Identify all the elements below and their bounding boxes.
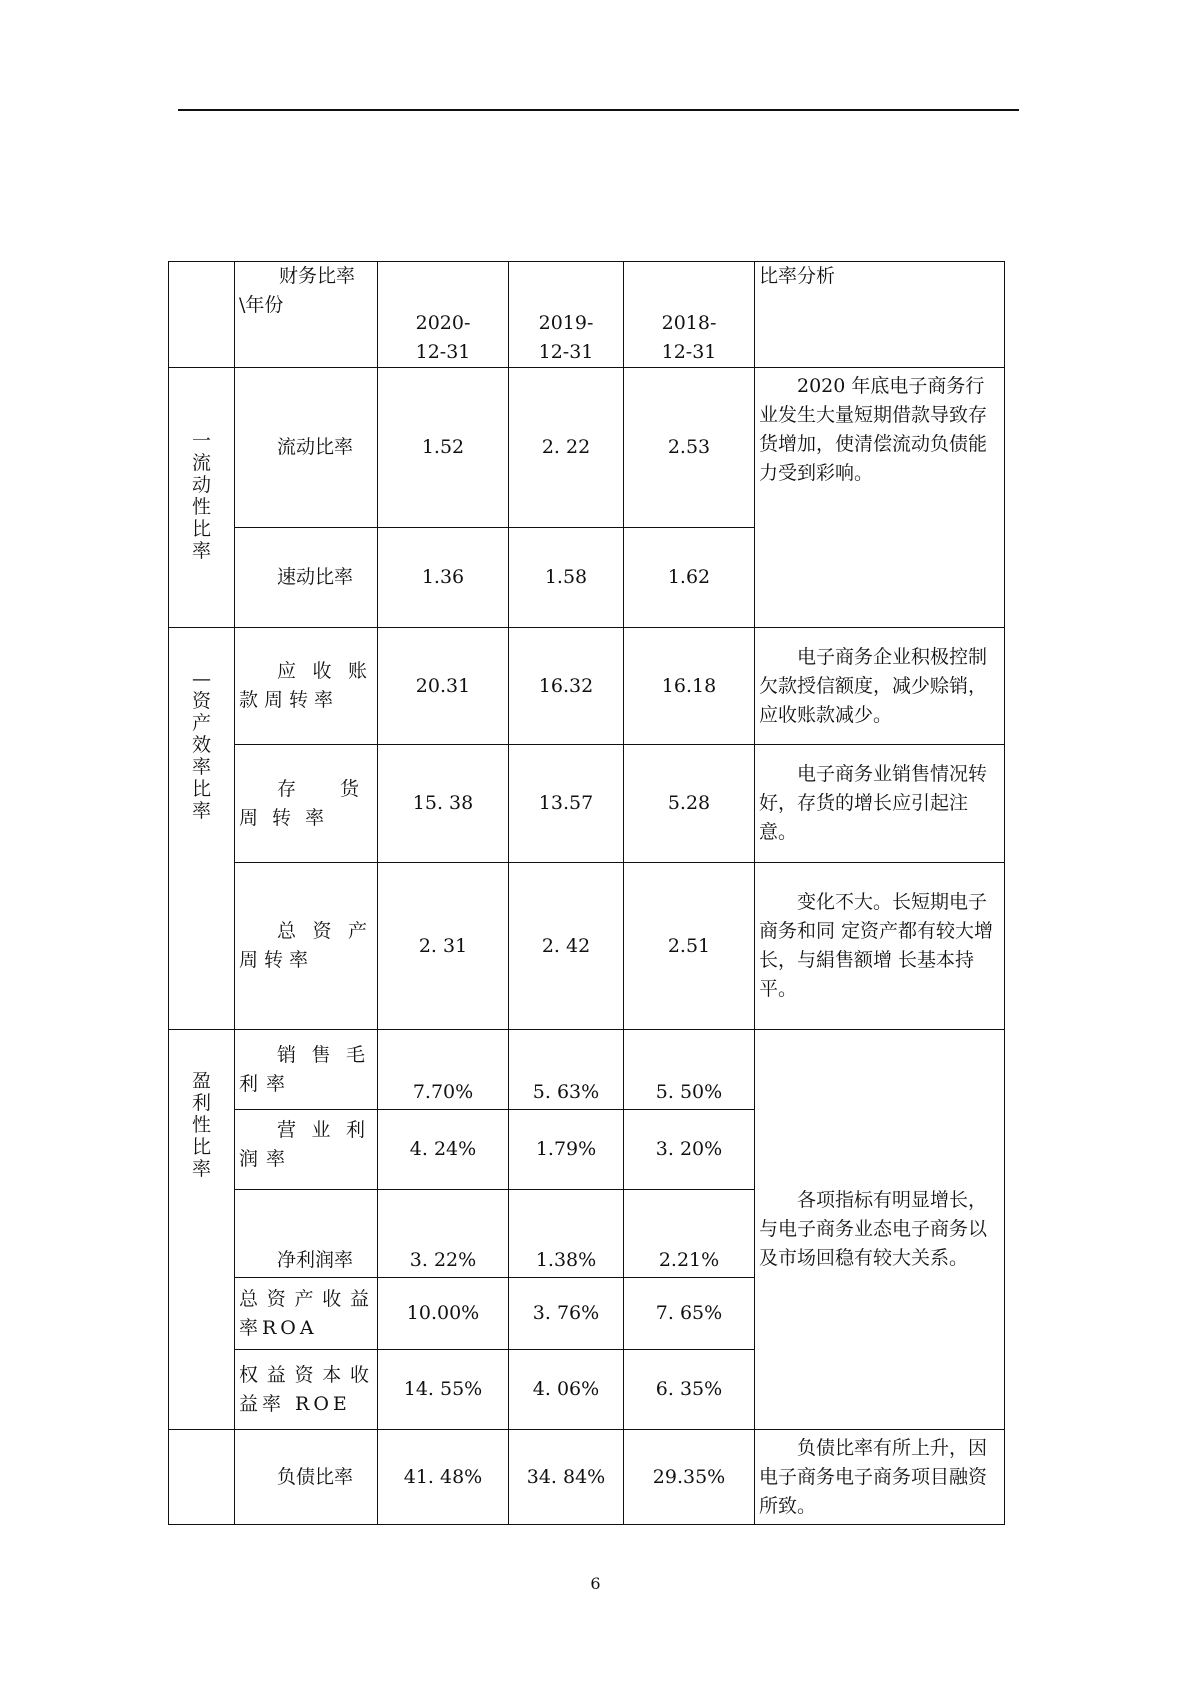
table-row xyxy=(169,745,1005,863)
ratio-name: 营业利润率 xyxy=(235,1110,378,1190)
category-liquidity-text: 一流动性比率 xyxy=(191,429,211,562)
value-2019: 1.58 xyxy=(509,528,624,628)
table-row xyxy=(169,1030,1005,1110)
ratio-name: 速动比率 xyxy=(235,528,378,628)
ratio-name: 总资产收益率ROA xyxy=(235,1278,378,1350)
category-profitability-text: 盈利性比率 xyxy=(191,1070,211,1180)
header-rule xyxy=(178,109,1019,111)
value-2019: 13.57 xyxy=(509,745,624,863)
value-2019: 1.38% xyxy=(509,1190,624,1278)
category-leverage xyxy=(169,1430,235,1525)
value-2018: 2.53 xyxy=(624,368,755,528)
ratio-name: 净利润率 xyxy=(235,1190,378,1278)
value-2018: 2.51 xyxy=(624,863,755,1030)
value-2020: 41. 48% xyxy=(378,1430,509,1525)
ratio-name: 总资产周转率 xyxy=(235,863,378,1030)
value-2020: 1.52 xyxy=(378,368,509,528)
header-2018-line2: 12-31 xyxy=(661,341,717,363)
value-2018: 5. 50% xyxy=(624,1030,755,1110)
value-2020: 15. 38 xyxy=(378,745,509,863)
header-2019-line2: 12-31 xyxy=(538,341,594,363)
value-2019: 3. 76% xyxy=(509,1278,624,1350)
ratio-name: 流动比率 xyxy=(235,368,378,528)
value-2019: 5. 63% xyxy=(509,1030,624,1110)
value-2018: 3. 20% xyxy=(624,1110,755,1190)
analysis-receivables: 电子商务企业积极控制欠款授信额度，减少赊销，应收账款减少。 xyxy=(755,628,1005,745)
ratio-name: 权益资本收益率 ROE xyxy=(235,1350,378,1430)
value-2018: 2.21% xyxy=(624,1190,755,1278)
table-row xyxy=(169,368,1005,528)
ratio-name: 销售毛利率 xyxy=(235,1030,378,1110)
value-2018: 16.18 xyxy=(624,628,755,745)
header-blank-cell xyxy=(169,262,235,368)
value-2018: 5.28 xyxy=(624,745,755,863)
value-2020: 7.70% xyxy=(378,1030,509,1110)
analysis-inventory: 电子商务业销售情况转好，存货的增长应引起注意。 xyxy=(755,745,1005,863)
header-ratio-year-text: 财务比率\年份 xyxy=(239,265,356,316)
analysis-total-assets: 变化不大。长短期电子商务和同 定资产都有较大增长，与絹售额增 长基本持平。 xyxy=(755,863,1005,1030)
value-2020: 2. 31 xyxy=(378,863,509,1030)
table-row xyxy=(169,863,1005,1030)
analysis-profitability: 各项指标有明显增长，与电子商务业态电子商务以及市场回稳有较大关系。 xyxy=(755,1030,1005,1430)
value-2018: 6. 35% xyxy=(624,1350,755,1430)
category-efficiency xyxy=(169,628,235,1030)
value-2020: 14. 55% xyxy=(378,1350,509,1430)
analysis-liquidity: 2020 年底电子商务行业发生大量短期借款导致存货增加，使清偿流动负债能力受到彩响。 xyxy=(755,368,1005,628)
ratio-name: 存货周转率 xyxy=(235,745,378,863)
header-2020 xyxy=(378,262,509,368)
table-row xyxy=(169,1430,1005,1525)
header-2019 xyxy=(509,262,624,368)
value-2019: 2. 42 xyxy=(509,863,624,1030)
ratio-name: 应收账款周转率 xyxy=(235,628,378,745)
value-2018: 29.35% xyxy=(624,1430,755,1525)
value-2018: 7. 65% xyxy=(624,1278,755,1350)
value-2019: 34. 84% xyxy=(509,1430,624,1525)
value-2020: 3. 22% xyxy=(378,1190,509,1278)
header-analysis: 比率分析 xyxy=(755,262,1005,368)
header-2018-line1: 2018- xyxy=(661,312,717,334)
category-liquidity xyxy=(169,368,235,628)
category-efficiency-text: —资产效率比率 xyxy=(191,668,211,822)
table-row xyxy=(169,628,1005,745)
category-profitability xyxy=(169,1030,235,1430)
header-ratio-year xyxy=(235,262,378,368)
financial-ratio-table xyxy=(168,261,1005,1525)
header-2019-line1: 2019- xyxy=(538,312,594,334)
value-2019: 2. 22 xyxy=(509,368,624,528)
ratio-name: 负债比率 xyxy=(235,1430,378,1525)
value-2019: 1.79% xyxy=(509,1110,624,1190)
value-2019: 4. 06% xyxy=(509,1350,624,1430)
value-2020: 20.31 xyxy=(378,628,509,745)
header-2020-line2: 12-31 xyxy=(415,341,471,363)
value-2019: 16.32 xyxy=(509,628,624,745)
header-2020-line1: 2020- xyxy=(415,312,471,334)
value-2018: 1.62 xyxy=(624,528,755,628)
table-header-row xyxy=(169,262,1005,368)
value-2020: 4. 24% xyxy=(378,1110,509,1190)
value-2020: 1.36 xyxy=(378,528,509,628)
header-2018 xyxy=(624,262,755,368)
value-2020: 10.00% xyxy=(378,1278,509,1350)
page-number: 6 xyxy=(590,1574,601,1593)
analysis-leverage: 负债比率有所上升，因电子商务电子商务项目融资所致。 xyxy=(755,1430,1005,1525)
